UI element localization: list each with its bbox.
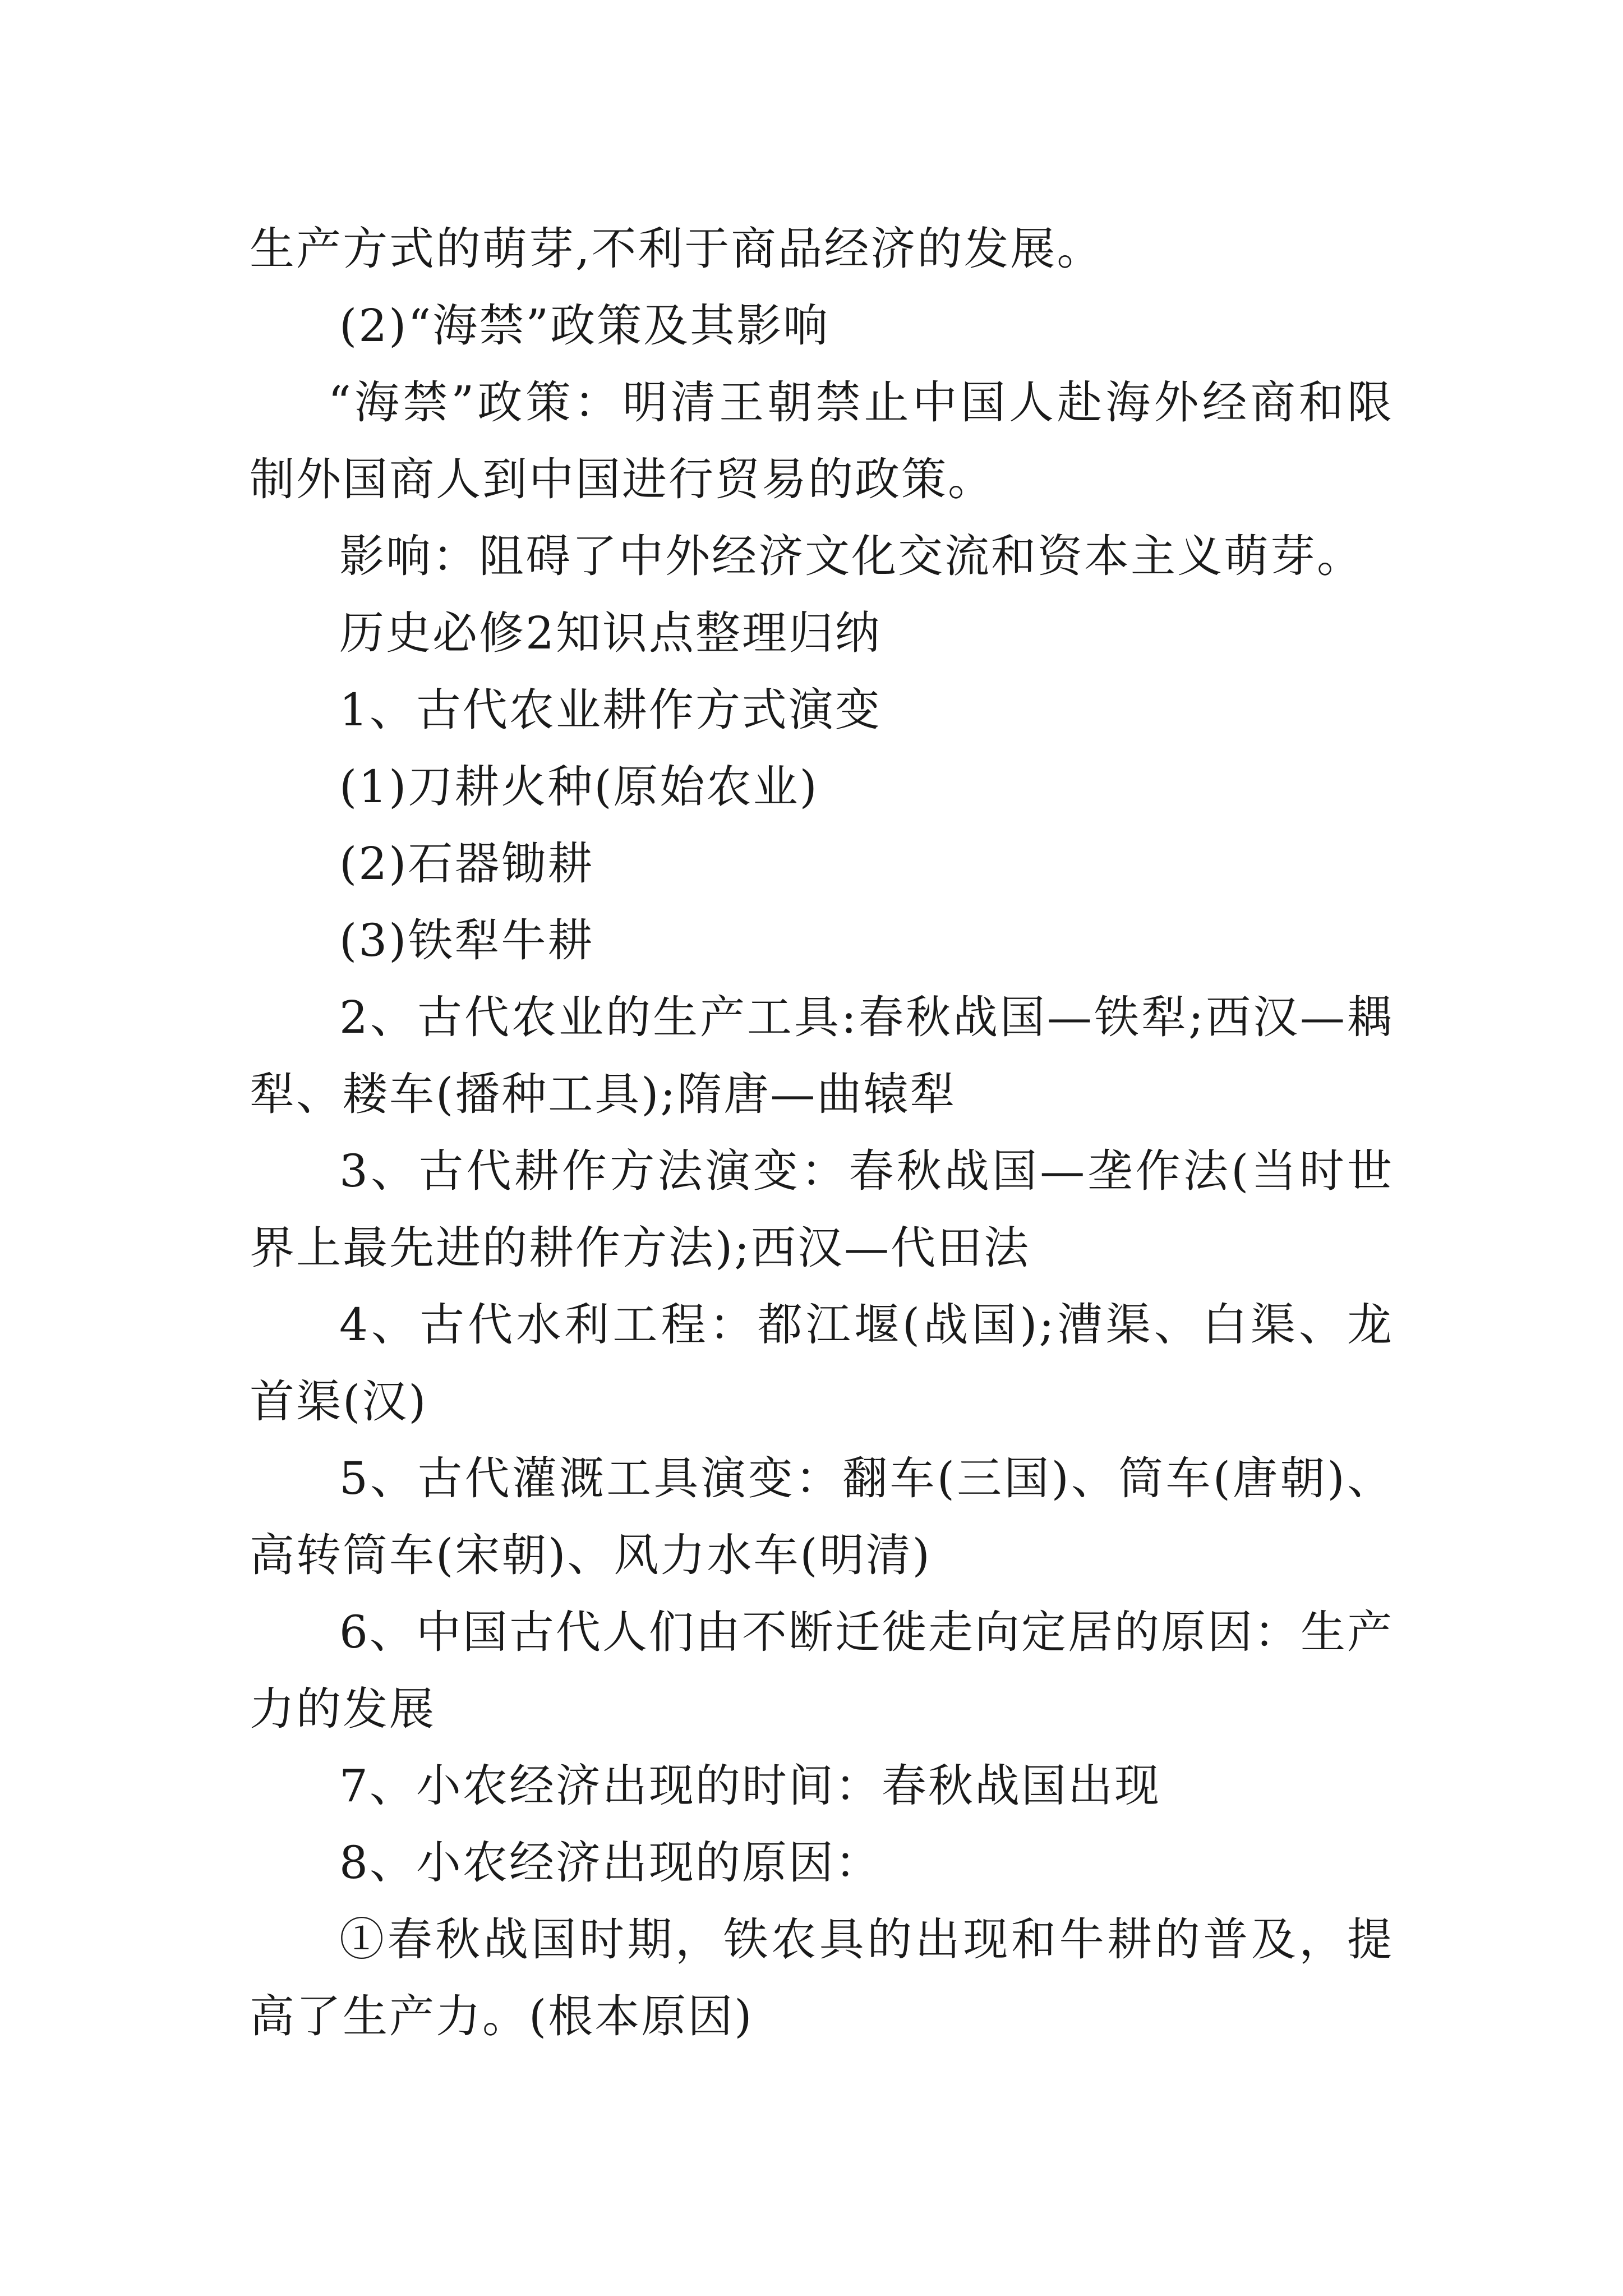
paragraph: ①春秋战国时期，铁农具的出现和牛耕的普及，提高了生产力。(根本原因)	[250, 1913, 1394, 2042]
list-item: (1)刀耕火种(原始农业)	[339, 761, 819, 813]
paragraph: 4、古代水利工程：都江堰(战国);漕渠、白渠、龙首渠(汉)	[250, 1299, 1394, 1428]
paragraph: 6、中国古代人们由不断迁徙走向定居的原因：生产力的发展	[250, 1606, 1394, 1735]
paragraph: 3、古代耕作方法演变：春秋战国—垄作法(当时世界上最先进的耕作方法);西汉—代田法	[250, 1145, 1394, 1274]
list-item: (2)石器锄耕	[339, 838, 594, 890]
paragraph: 生产方式的萌芽,不利于商品经济的发展。	[250, 223, 1104, 275]
paragraph-heading: (2)“海禁”政策及其影响	[339, 300, 830, 352]
paragraph-heading: 1、古代农业耕作方式演变	[339, 684, 882, 736]
paragraph: 影响：阻碍了中外经济文化交流和资本主义萌芽。	[339, 530, 1363, 582]
paragraph: 8、小农经济出现的原因：	[339, 1837, 882, 1889]
list-item: (3)铁犁牛耕	[339, 914, 594, 967]
section-title: 历史必修2知识点整理归纳	[339, 607, 882, 659]
document-body	[250, 210, 1394, 2055]
paragraph: 5、古代灌溉工具演变：翻车(三国)、筒车(唐朝)、高转筒车(宋朝)、风力水车(明清)	[250, 1452, 1394, 1581]
paragraph: 7、小农经济出现的时间：春秋战国出现	[339, 1760, 1161, 1812]
paragraph: “海禁”政策：明清王朝禁止中国人赴海外经商和限制外国商人到中国进行贸易的政策。	[250, 376, 1394, 505]
paragraph: 2、古代农业的生产工具:春秋战国—铁犁;西汉—耦犁、耧车(播种工具);隋唐—曲辕犁	[250, 991, 1394, 1120]
